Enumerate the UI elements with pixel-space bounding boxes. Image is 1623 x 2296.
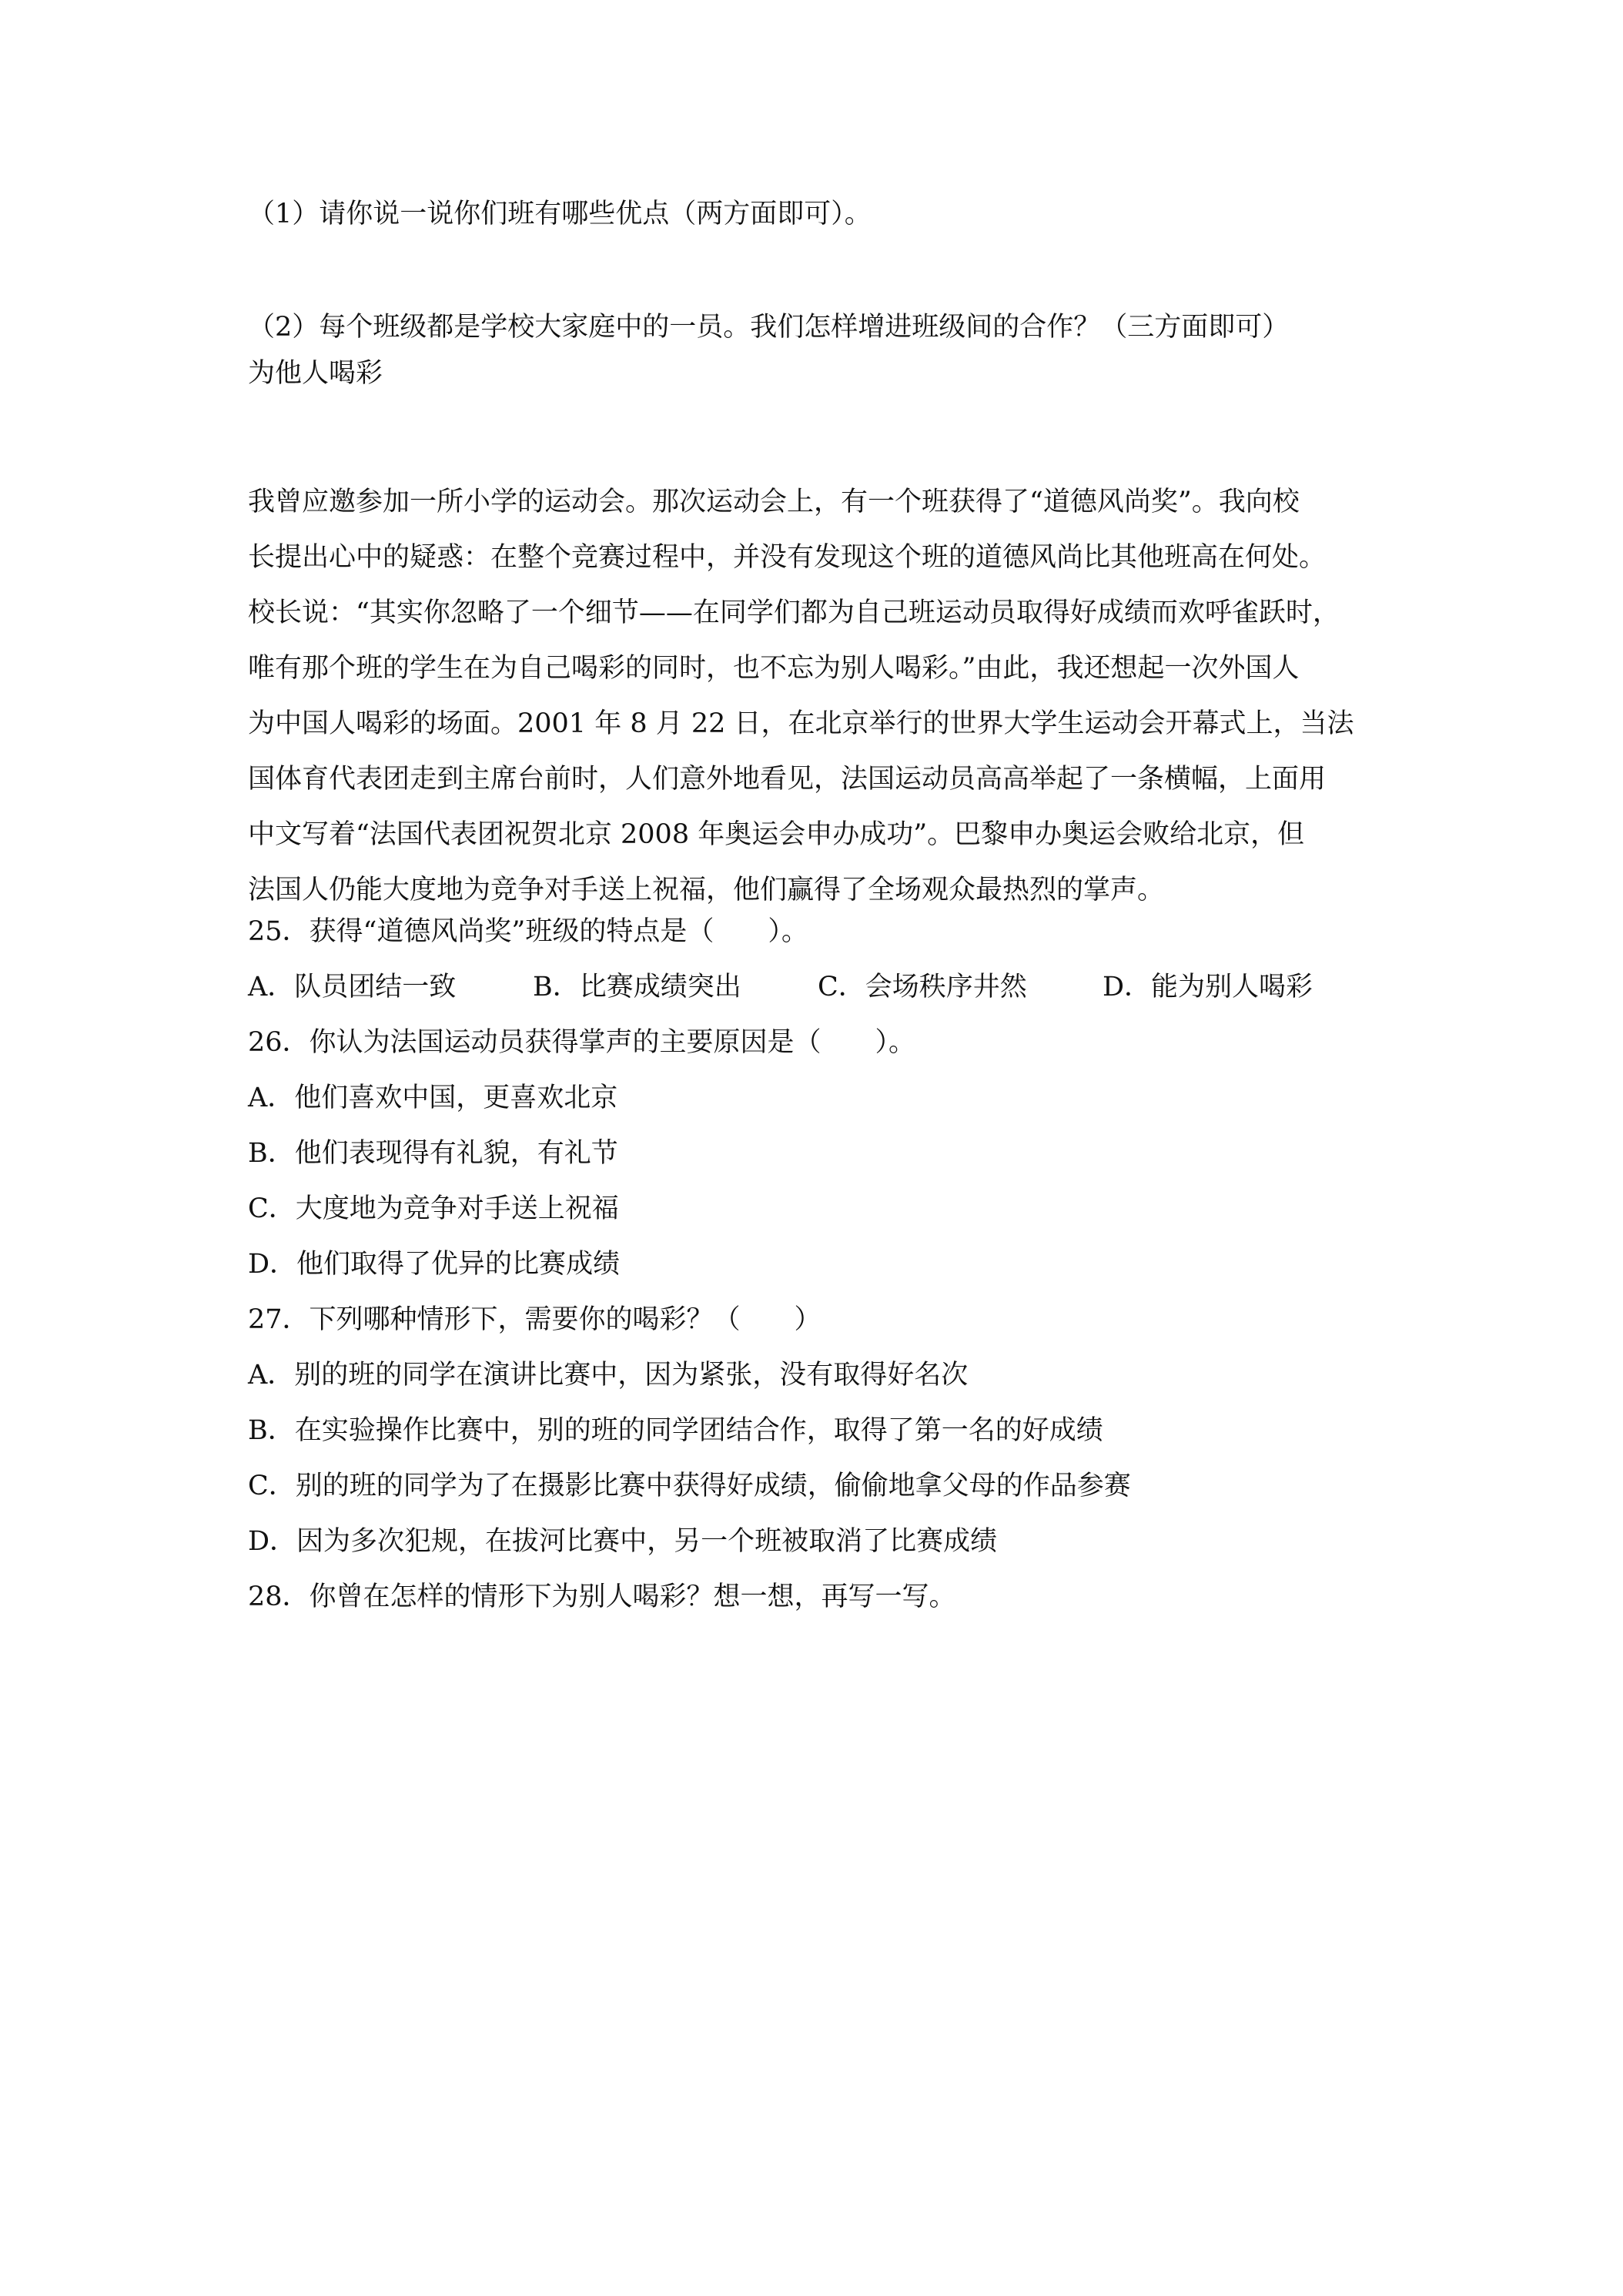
option-a: A．别的班的同学在演讲比赛中，因为紧张，没有取得好名次 — [248, 1360, 969, 1391]
passage-line: 为中国人喝彩的场面。2001 年 8 月 22 日，在北京举行的世界大学生运动会开幕式上，当法 — [248, 708, 1354, 739]
passage-line: 校长说：“其实你忽略了一个细节——在同学们都为自己班运动员取得好成绩而欢呼雀跃时， — [248, 597, 1340, 628]
option-c: C．会场秩序井然 — [818, 972, 1027, 1002]
option-d: D．他们取得了优异的比赛成绩 — [248, 1249, 621, 1280]
option-b: B．在实验操作比赛中，别的班的同学团结合作，取得了第一名的好成绩 — [248, 1415, 1103, 1446]
option-c: C．大度地为竞争对手送上祝福 — [248, 1193, 619, 1224]
option-b: B．他们表现得有礼貌，有礼节 — [248, 1138, 618, 1169]
reading-passage — [248, 474, 1395, 918]
section-title: 为他人喝彩 — [248, 358, 383, 389]
question-27-stem: 27．下列哪种情形下，需要你的喝彩？（ ） — [248, 1304, 822, 1335]
question-28-stem: 28．你曾在怎样的情形下为别人喝彩？想一想，再写一写。 — [248, 1581, 956, 1612]
passage-line: 法国人仍能大度地为竞争对手送上祝福，他们赢得了全场观众最热烈的掌声。 — [248, 875, 1165, 905]
passage-line: 国体育代表团走到主席台前时，人们意外地看见，法国运动员高高举起了一条横幅，上面用 — [248, 764, 1327, 795]
option-d: D．因为多次犯规，在拔河比赛中，另一个班被取消了比赛成绩 — [248, 1526, 998, 1557]
option-a: A．他们喜欢中国，更喜欢北京 — [248, 1083, 618, 1113]
question-list — [248, 904, 1403, 1625]
option-a: A．队员团结一致 — [248, 972, 457, 1002]
option-b: B．比赛成绩突出 — [533, 972, 741, 1002]
passage-line: 长提出心中的疑惑：在整个竞赛过程中，并没有发现这个班的道德风尚比其他班高在何处。 — [248, 542, 1327, 573]
passage-line: 中文写着“法国代表团祝贺北京 2008 年奥运会申办成功”。巴黎申办奥运会败给北京，但 — [248, 819, 1305, 850]
question-25-options — [248, 959, 1403, 1015]
question-2-prompt: （2）每个班级都是学校大家庭中的一员。我们怎样增进班级间的合作？（三方面即可） — [248, 312, 1290, 343]
option-c: C．别的班的同学为了在摄影比赛中获得好成绩，偷偷地拿父母的作品参赛 — [248, 1471, 1131, 1501]
question-1-prompt: （1）请你说一说你们班有哪些优点（两方面即可）。 — [248, 199, 872, 229]
option-d: D．能为别人喝彩 — [1103, 972, 1313, 1002]
passage-line: 我曾应邀参加一所小学的运动会。那次运动会上，有一个班获得了“道德风尚奖”。我向校 — [248, 487, 1300, 517]
question-25-stem: 25．获得“道德风尚奖”班级的特点是（ ）。 — [248, 916, 808, 947]
question-26-stem: 26．你认为法国运动员获得掌声的主要原因是（ ）。 — [248, 1027, 916, 1058]
passage-line: 唯有那个班的学生在为自己喝彩的同时，也不忘为别人喝彩。”由此，我还想起一次外国人 — [248, 653, 1300, 684]
